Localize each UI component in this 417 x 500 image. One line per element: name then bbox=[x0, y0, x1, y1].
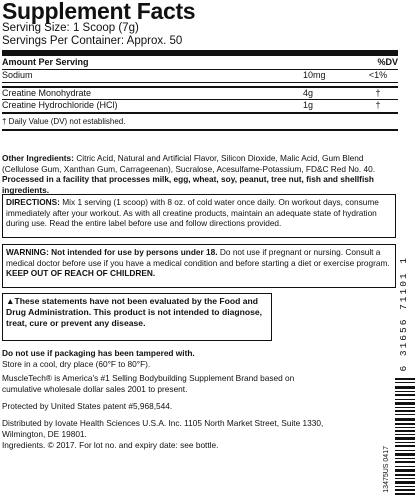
warning-box bbox=[2, 244, 396, 288]
panel-title: Supplement Facts bbox=[2, 0, 196, 24]
nutrient-name: Creatine Monohydrate bbox=[2, 87, 92, 98]
serving-size: Serving Size: 1 Scoop (7g) bbox=[2, 22, 139, 34]
keep-out-of-reach: KEEP OUT OF REACH OF CHILDREN. bbox=[6, 268, 156, 278]
storage-instructions: Store in a cool, dry place (60°F to 80°F). bbox=[2, 359, 151, 369]
nutrient-dv: † bbox=[375, 87, 381, 98]
nutrient-dv: † bbox=[375, 100, 381, 110]
amount-header-row bbox=[2, 56, 398, 70]
copyright-note: Ingredients. © 2017. For lot no. and expiry date: see bottle. bbox=[2, 440, 219, 450]
barcode-icon bbox=[395, 378, 415, 495]
other-ingredients-label: Other Ingredients: bbox=[2, 153, 74, 163]
warning-text: Do not use if pregnant or nursing. Consult a medical doctor before use if you have a medical condition and before starting a diet or exercise program. bbox=[6, 247, 390, 268]
directions-label: DIRECTIONS: bbox=[6, 197, 60, 207]
nutrient-name: Sodium bbox=[2, 70, 33, 80]
nutrient-row bbox=[2, 88, 398, 101]
distributor-info: Distributed by Iovate Health Sciences U.S.A. Inc. 1105 North Market Street, Suite 1330, Wilmington, DE 19801. bbox=[2, 418, 324, 439]
servings-per-container: Servings Per Container: Approx. 50 bbox=[2, 35, 183, 47]
other-ingredients bbox=[2, 153, 398, 195]
fda-text: These statements have not been evaluated by the Food and Drug Administration. This product is not intended to diagnose, treat, cure or prevent any disease. bbox=[6, 296, 263, 328]
nutrient-dv: <1% bbox=[368, 70, 388, 80]
nutrient-row bbox=[2, 100, 398, 114]
muscletech-claim: MuscleTech® is America's #1 Selling Bodybuilding Supplement Brand based on cumulative wholesale dollar sales 2001 to present. bbox=[2, 373, 295, 394]
amount-header: Amount Per Serving bbox=[2, 57, 89, 67]
batch-code: 13475US 0417 bbox=[383, 446, 390, 493]
nutrient-amount: 4g bbox=[303, 87, 314, 98]
dagger-icon: ▲ bbox=[6, 296, 15, 306]
directions-box bbox=[2, 194, 396, 238]
nutrient-amount: 10mg bbox=[303, 70, 326, 80]
warning-label: WARNING: Not intended for use by persons under 18. bbox=[6, 247, 218, 257]
nutrient-amount: 1g bbox=[303, 100, 314, 110]
nutrient-row bbox=[2, 70, 398, 83]
tamper-warning: Do not use if packaging has been tampered with. bbox=[2, 348, 195, 358]
barcode-number: 6 31656 71101 1 bbox=[398, 256, 409, 372]
nutrient-name: Creatine Hydrochloride (HCl) bbox=[2, 100, 118, 110]
dv-header: %DV bbox=[377, 57, 398, 67]
patent-notice: Protected by United States patent #5,968,544. bbox=[2, 401, 173, 411]
fda-disclaimer-box bbox=[2, 293, 272, 341]
supplement-facts-panel bbox=[2, 0, 398, 131]
directions-text: Mix 1 serving (1 scoop) with 8 oz. of cold water once daily. On workout days, consume immediately after your workout. As with all creatine products, maintain an adequate state of hydration during use. Read the entire label before use and follow directions provided. bbox=[6, 197, 379, 228]
other-ingredients-text: Citric Acid, Natural and Artificial Flavor, Silicon Dioxide, Malic Acid, Gum Blend (Cellulose Gum, Xanthan Gum, Carrageenan), Sucralose, Acesulfame-Potassium, FD&C Red No. 40. bbox=[2, 153, 376, 174]
dv-footnote: † Daily Value (DV) not established. bbox=[2, 114, 398, 131]
allergen-statement: Processed in a facility that processes milk, egg, wheat, soy, peanut, tree nut, fish and shellfish ingredients. bbox=[2, 174, 374, 195]
